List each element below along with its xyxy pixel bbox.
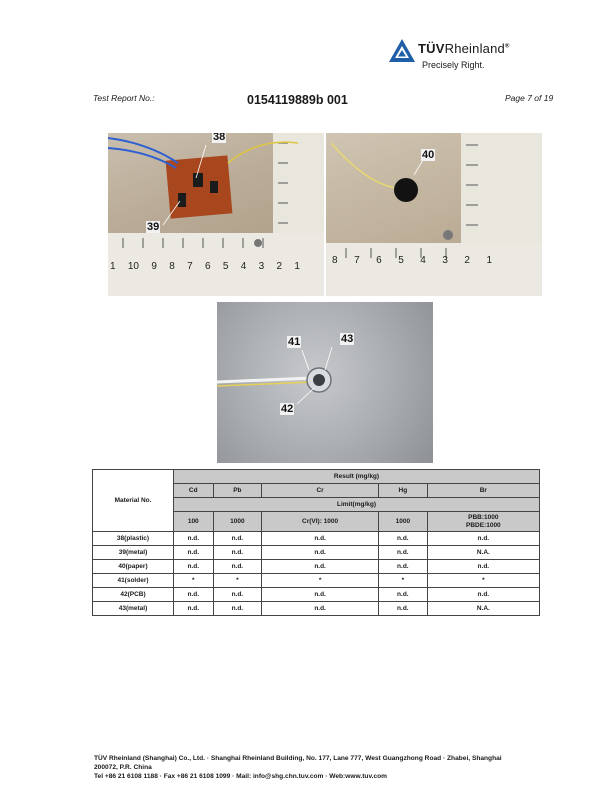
cell-pb: n.d. bbox=[213, 546, 262, 560]
photo-label-42: 42 bbox=[281, 403, 294, 415]
brand-name bbox=[418, 41, 510, 56]
cell-br: n.d. bbox=[427, 560, 539, 574]
photo-metal-terminal bbox=[217, 302, 433, 463]
ruler-number: 5 bbox=[398, 255, 404, 266]
cell-pb: n.d. bbox=[213, 602, 262, 616]
page-number: Page 7 of 19 bbox=[505, 93, 554, 103]
cell-pb: n.d. bbox=[213, 560, 262, 574]
cell-cd: * bbox=[174, 574, 214, 588]
cell-material: 41(solder) bbox=[93, 574, 174, 588]
element-hg: Hg bbox=[379, 484, 428, 498]
ruler-number: 10 bbox=[127, 261, 139, 272]
ruler-number: 1 bbox=[486, 255, 492, 266]
cell-material: 38(plastic) bbox=[93, 532, 174, 546]
cell-cd: n.d. bbox=[174, 532, 214, 546]
limit-cd: 100 bbox=[174, 512, 214, 532]
footer-address-line2: 200072, P.R. China bbox=[94, 764, 152, 771]
cell-cr: * bbox=[262, 574, 379, 588]
cell-br: n.d. bbox=[427, 588, 539, 602]
tuv-logo-icon bbox=[388, 38, 416, 64]
photo-label-38: 38 bbox=[213, 133, 226, 143]
cell-cr: n.d. bbox=[262, 546, 379, 560]
cell-cr: n.d. bbox=[262, 588, 379, 602]
element-cd: Cd bbox=[174, 484, 214, 498]
ruler-numbers-1 bbox=[110, 261, 300, 272]
limit-br: PBB:1000 PBDE:1000 bbox=[427, 512, 539, 532]
table-row bbox=[93, 546, 540, 560]
element-cr: Cr bbox=[262, 484, 379, 498]
ruler-number: 5 bbox=[222, 261, 229, 272]
cell-material: 42(PCB) bbox=[93, 588, 174, 602]
cell-material: 43(metal) bbox=[93, 602, 174, 616]
cell-material: 39(metal) bbox=[93, 546, 174, 560]
ruler-number: 2 bbox=[464, 255, 470, 266]
ruler-number: 7 bbox=[187, 261, 193, 272]
photo-label-41: 41 bbox=[288, 336, 301, 348]
ruler-number: 6 bbox=[204, 261, 211, 272]
report-number: 0154119889b 001 bbox=[247, 93, 348, 107]
limit-hg: 1000 bbox=[379, 512, 428, 532]
element-pb: Pb bbox=[213, 484, 262, 498]
table-row bbox=[93, 602, 540, 616]
photo-label-40: 40 bbox=[422, 149, 435, 161]
table-row bbox=[93, 560, 540, 574]
brand-name-light: Rheinland bbox=[444, 41, 505, 56]
ruler-number: 8 bbox=[169, 261, 175, 272]
results-table bbox=[92, 469, 540, 616]
cell-cr: n.d. bbox=[262, 532, 379, 546]
material-header: Material No. bbox=[93, 470, 174, 532]
brand-name-bold: TÜV bbox=[418, 41, 445, 56]
ruler-number: 4 bbox=[420, 255, 426, 266]
ruler-number: 1 bbox=[294, 261, 300, 272]
cell-br: n.d. bbox=[427, 532, 539, 546]
cell-br: * bbox=[427, 574, 539, 588]
cell-material: 40(paper) bbox=[93, 560, 174, 574]
table-row bbox=[93, 532, 540, 546]
ruler-number: 7 bbox=[354, 255, 360, 266]
photo-terminal-drawing bbox=[217, 302, 433, 463]
cell-pb: * bbox=[213, 574, 262, 588]
cell-br: N.A. bbox=[427, 546, 539, 560]
photo-label-43: 43 bbox=[341, 333, 354, 345]
photo-pcb-board bbox=[108, 133, 324, 296]
ruler-number: 3 bbox=[442, 255, 448, 266]
photo-label-39: 39 bbox=[147, 221, 160, 233]
brand-registered-mark: ® bbox=[504, 43, 510, 50]
ruler-number: 2 bbox=[276, 261, 282, 272]
cell-cr: n.d. bbox=[262, 560, 379, 574]
ruler-number: 3 bbox=[258, 261, 265, 272]
cell-cd: n.d. bbox=[174, 546, 214, 560]
ruler-numbers-2 bbox=[332, 255, 492, 266]
ruler-number: 8 bbox=[332, 255, 338, 266]
limit-cr: Cr(VI): 1000 bbox=[262, 512, 379, 532]
footer-address-line1: TÜV Rheinland (Shanghai) Co., Ltd. · Shanghai Rheinland Building, No. 177, Lane 777, West Guangzhong Road · Zhabei, Shanghai bbox=[94, 755, 502, 762]
cell-hg: n.d. bbox=[379, 560, 428, 574]
cell-cd: n.d. bbox=[174, 602, 214, 616]
cell-hg: * bbox=[379, 574, 428, 588]
element-br: Br bbox=[427, 484, 539, 498]
brand-tagline: Precisely Right. bbox=[422, 60, 485, 70]
cell-pb: n.d. bbox=[213, 532, 262, 546]
page-footer bbox=[94, 754, 554, 781]
cell-hg: n.d. bbox=[379, 588, 428, 602]
report-number-label: Test Report No.: bbox=[93, 93, 155, 103]
table-row bbox=[93, 588, 540, 602]
cell-cd: n.d. bbox=[174, 588, 214, 602]
cell-hg: n.d. bbox=[379, 546, 428, 560]
cell-br: N.A. bbox=[427, 602, 539, 616]
ruler-number: 4 bbox=[240, 261, 247, 272]
limit-header: Limit(mg/kg) bbox=[174, 498, 540, 512]
ruler-number: 1 bbox=[110, 261, 116, 272]
limit-pb: 1000 bbox=[213, 512, 262, 532]
footer-contact-line: Tel +86 21 6108 1188 · Fax +86 21 6108 1099 · Mail: info@shg.chn.tuv.com · Web:www.tuv.com bbox=[94, 773, 388, 780]
ruler-number: 6 bbox=[376, 255, 382, 266]
cell-hg: n.d. bbox=[379, 532, 428, 546]
photo-paper-disc bbox=[326, 133, 542, 296]
ruler-number: 9 bbox=[151, 261, 157, 272]
result-header: Result (mg/kg) bbox=[174, 470, 540, 484]
cell-pb: n.d. bbox=[213, 588, 262, 602]
table-row bbox=[93, 574, 540, 588]
cell-hg: n.d. bbox=[379, 602, 428, 616]
cell-cr: n.d. bbox=[262, 602, 379, 616]
cell-cd: n.d. bbox=[174, 560, 214, 574]
